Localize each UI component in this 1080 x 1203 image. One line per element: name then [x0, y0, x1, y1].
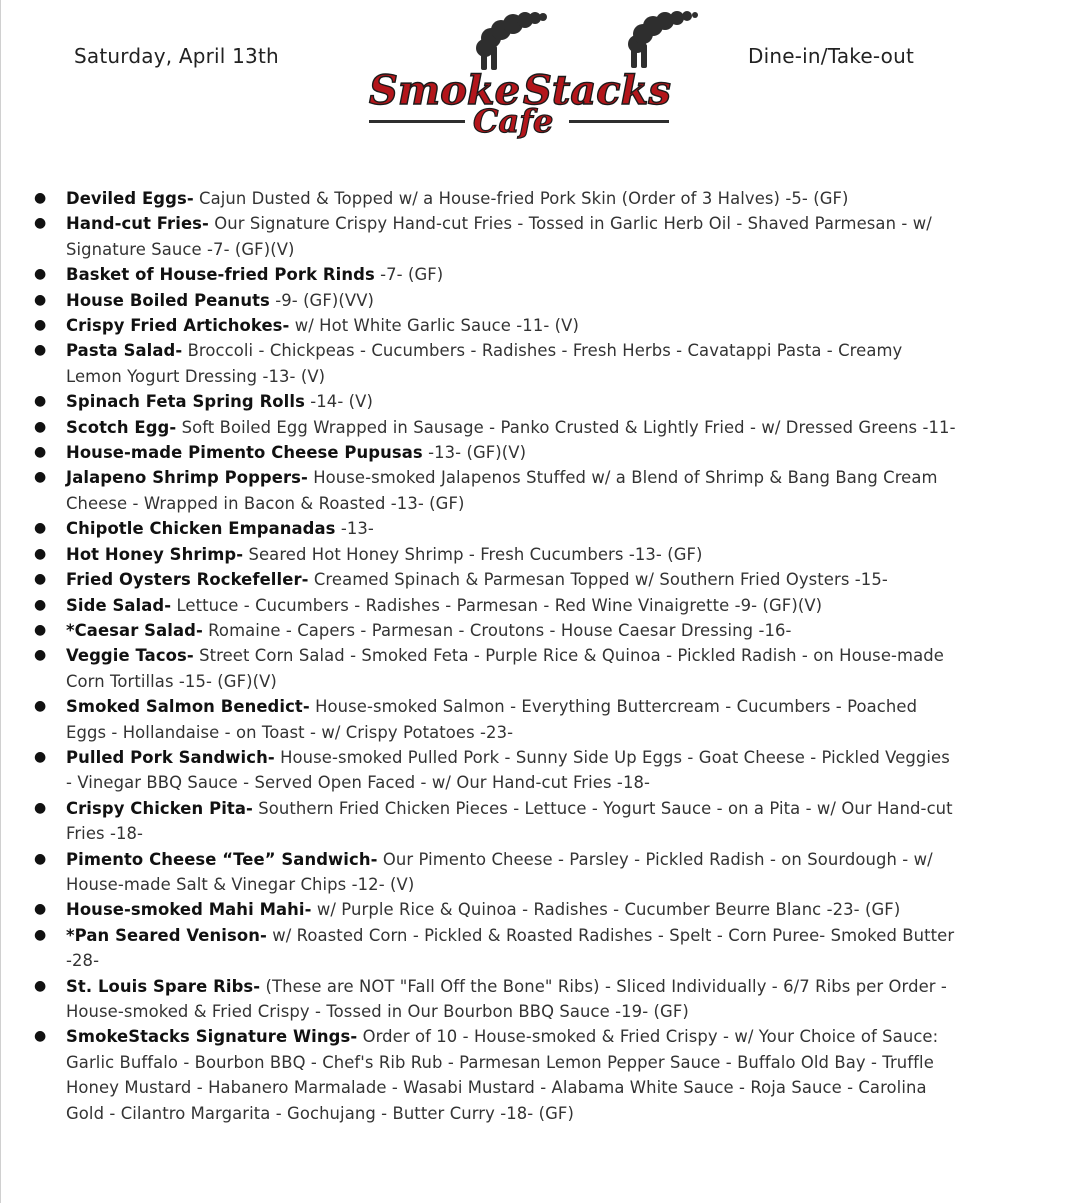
menu-item-name: Veggie Tacos-	[66, 646, 194, 666]
bullet-icon: ●	[34, 266, 47, 283]
menu-item	[30, 567, 960, 592]
bullet-icon: ●	[34, 1028, 47, 1045]
menu-date: Saturday, April 13th	[74, 44, 279, 68]
menu-item	[30, 694, 960, 745]
menu-item-description: Our Signature Crispy Hand-cut Fries - Tossed in Garlic Herb Oil - Shaved Parmesan - w/ Signature Sauce -7- (GF)(V)	[66, 214, 932, 259]
bullet-icon: ●	[34, 571, 47, 588]
smoke-stack-left-icon	[476, 12, 547, 70]
menu-item-name: Side Salad-	[66, 595, 172, 615]
menu-item	[30, 186, 960, 211]
menu-item	[30, 516, 960, 541]
menu-item-name: Scotch Egg-	[66, 417, 177, 437]
menu-item	[30, 465, 960, 516]
menu-item-description: House-smoked Pulled Pork - Sunny Side Up Eggs - Goat Cheese - Pickled Veggies - Vinegar BBQ Sauce - Served Open Faced - w/ Our Hand-cut Fries -18-	[66, 747, 950, 793]
menu-item	[30, 593, 960, 618]
menu-item-name: Smoked Salmon Benedict-	[66, 697, 310, 717]
menu-item-name: Chipotle Chicken Empanadas	[66, 519, 336, 539]
menu-item-name: House Boiled Peanuts	[66, 290, 270, 310]
menu-item-name: Pimento Cheese “Tee” Sandwich-	[66, 849, 378, 869]
menu-item-name: Hot Honey Shrimp-	[66, 544, 244, 564]
menu-item-name: Basket of House-fried Pork Rinds	[66, 265, 375, 285]
menu-item	[30, 923, 960, 974]
service-type: Dine-in/Take-out	[748, 44, 915, 68]
menu-item	[30, 415, 960, 440]
menu-item-description: Lettuce - Cucumbers - Radishes - Parmesan - Red Wine Vinaigrette -9- (GF)(V)	[171, 595, 823, 615]
menu-item-name: House-made Pimento Cheese Pupusas	[66, 443, 423, 463]
menu-item-description: Soft Boiled Egg Wrapped in Sausage - Panko Crusted & Lightly Fried - w/ Dressed Greens -11-	[176, 417, 956, 437]
menu-item	[30, 974, 960, 1025]
menu-item	[30, 745, 960, 796]
menu-item-name: Crispy Chicken Pita-	[66, 798, 253, 818]
menu-item-description: -9- (GF)(VV)	[269, 290, 375, 310]
menu-item	[30, 440, 960, 465]
bullet-icon: ●	[34, 698, 47, 715]
bullet-icon: ●	[34, 190, 47, 206]
bullet-icon: ●	[34, 342, 47, 359]
bullet-icon: ●	[34, 444, 47, 461]
menu-item-description: Romaine - Capers - Parmesan - Croutons - House Caesar Dressing -16-	[202, 620, 792, 640]
menu-item-description: -7- (GF)	[374, 265, 444, 285]
bullet-icon: ●	[34, 596, 47, 613]
bullet-icon: ●	[34, 621, 47, 638]
menu-item-name: Pulled Pork Sandwich-	[66, 747, 275, 767]
menu-item-description: -14- (V)	[304, 392, 373, 412]
menu-item-name: Fried Oysters Rockefeller-	[66, 570, 309, 590]
menu-item	[30, 1024, 960, 1126]
bullet-icon: ●	[34, 748, 47, 765]
menu-item-description: Our Pimento Cheese - Parsley - Pickled Radish - on Sourdough - w/ House-made Salt & Vinegar Chips -12- (V)	[66, 849, 933, 894]
menu-item	[30, 618, 960, 643]
logo-text-stacks: Stacks	[523, 67, 671, 114]
bullet-icon: ●	[34, 520, 47, 537]
bullet-icon: ●	[34, 926, 47, 943]
menu-item-description: w/ Purple Rice & Quinoa - Radishes - Cucumber Beurre Blanc -23- (GF)	[311, 900, 901, 920]
menu-item	[30, 796, 960, 847]
menu-item	[30, 542, 960, 567]
bullet-icon: ●	[34, 901, 47, 918]
logo-text-smoke: Smoke	[369, 67, 521, 114]
logo-rule-right	[569, 120, 669, 123]
menu-item	[30, 288, 960, 313]
bullet-icon: ●	[34, 469, 47, 486]
menu-item-name: House-smoked Mahi Mahi-	[66, 900, 312, 920]
menu-item-description: Order of 10 - House-smoked & Fried Crispy - w/ Your Choice of Sauce: Garlic Buffalo - Bourbon BBQ - Chef's Rib Rub - Parmesan Lemon Pepper Sauce - Buffalo Old Bay - Truffle Honey Mustard - Habanero Marmalade - Wasabi Mustard - Alabama White Sauce - Roja Sauce - Carolina Gold - Cilantro Margarita - Gochujang - Butter Curry -18- (GF)	[66, 1027, 939, 1123]
bullet-icon: ●	[34, 850, 47, 867]
bullet-icon: ●	[34, 393, 47, 410]
menu-item-name: *Caesar Salad-	[66, 620, 203, 640]
bullet-icon: ●	[34, 799, 47, 816]
menu-item-description: House-smoked Salmon - Everything Buttercream - Cucumbers - Poached Eggs - Hollandaise - on Toast - w/ Crispy Potatoes -23-	[66, 697, 918, 742]
menu-item-description: Broccoli - Chickpeas - Cucumbers - Radishes - Fresh Herbs - Cavatappi Pasta - Creamy Lemon Yogurt Dressing -13- (V)	[66, 341, 903, 386]
menu-item	[30, 262, 960, 287]
menu-item-name: St. Louis Spare Ribs-	[66, 976, 261, 996]
smokestacks-cafe-logo	[363, 8, 703, 140]
menu-item-name: Pasta Salad-	[66, 341, 183, 361]
menu-item	[30, 643, 960, 694]
menu-item	[30, 211, 960, 262]
menu-item-description: Seared Hot Honey Shrimp - Fresh Cucumbers -13- (GF)	[243, 544, 703, 564]
bullet-icon: ●	[34, 977, 47, 994]
menu-item-description: Southern Fried Chicken Pieces - Lettuce - Yogurt Sauce - on a Pita - w/ Our Hand-cut Fries -18-	[66, 798, 953, 844]
menu-item	[30, 847, 960, 898]
menu-item	[30, 338, 960, 389]
menu-item-name: SmokeStacks Signature Wings-	[66, 1027, 358, 1047]
menu-item-description: -13-	[335, 519, 374, 539]
smoke-stack-right-icon	[628, 11, 698, 68]
bullet-icon: ●	[34, 545, 47, 562]
menu-item-description: w/ Hot White Garlic Sauce -11- (V)	[289, 316, 579, 336]
menu-item-description: -13- (GF)(V)	[422, 443, 527, 463]
menu-item-name: Jalapeno Shrimp Poppers-	[66, 468, 308, 488]
menu-item-description: Street Corn Salad - Smoked Feta - Purple Rice & Quinoa - Pickled Radish - on House-made Corn Tortillas -15- (GF)(V)	[66, 646, 944, 691]
menu-item-description: House-smoked Jalapenos Stuffed w/ a Blend of Shrimp & Bang Bang Cream Cheese - Wrapped in Bacon & Roasted -13- (GF)	[66, 468, 938, 513]
bullet-icon: ●	[34, 647, 47, 664]
menu-item-description: Creamed Spinach & Parmesan Topped w/ Southern Fried Oysters -15-	[308, 570, 888, 590]
menu-item-name: Deviled Eggs-	[66, 189, 194, 208]
menu-item-description: Cajun Dusted & Topped w/ a House-fried Pork Skin (Order of 3 Halves) -5- (GF)	[193, 189, 849, 208]
menu-item-name: Hand-cut Fries-	[66, 214, 209, 234]
menu-item	[30, 897, 960, 922]
menu-item-description: (These are NOT "Fall Off the Bone" Ribs) - Sliced Individually - 6/7 Ribs per Order - House-smoked & Fried Crispy - Tossed in Our Bourbon BBQ Sauce -19- (GF)	[66, 976, 947, 1021]
bullet-icon: ●	[34, 317, 47, 334]
menu-item-description: w/ Roasted Corn - Pickled & Roasted Radishes - Spelt - Corn Puree- Smoked Butter -28-	[66, 925, 955, 971]
menu-item-name: *Pan Seared Venison-	[66, 925, 267, 945]
logo-text-cafe: Cafe	[473, 102, 554, 140]
bullet-icon: ●	[34, 291, 47, 308]
menu-item-name: Crispy Fried Artichokes-	[66, 316, 290, 336]
menu-item	[30, 313, 960, 338]
bullet-icon: ●	[34, 215, 47, 232]
logo-rule-left	[369, 120, 465, 123]
bullet-icon: ●	[34, 418, 47, 435]
menu-item-name: Spinach Feta Spring Rolls	[66, 392, 305, 412]
menu-item-list	[30, 186, 960, 1126]
menu-item	[30, 389, 960, 414]
